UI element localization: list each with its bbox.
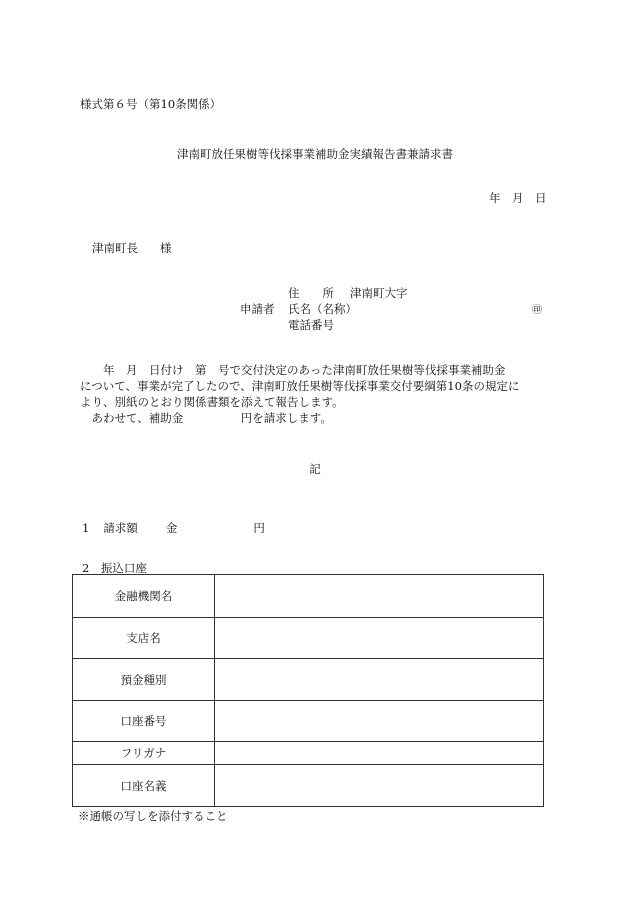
bank-name-field[interactable] [215,575,544,618]
body-line: あわせて、補助金 円を請求します。 [80,411,332,425]
table-row [73,659,544,701]
account-table [72,574,544,807]
table-row [73,701,544,742]
date-line: 年 月 日 [489,191,547,205]
footnote: ※通帳の写しを添付すること [78,809,228,823]
addressee [92,240,172,256]
account-heading: 2 振込口座 [82,561,147,575]
account-number-label: 口座番号 [73,701,215,742]
claim-number: 1 [82,521,90,535]
claim-line [82,520,265,536]
document-title: 津南町放任果樹等伐採事業補助金実績報告書兼請求書 [177,147,453,161]
bank-name-label: 金融機関名 [73,575,215,618]
seal-mark: ㊞ [532,305,542,316]
claim-label: 請求額 [103,521,138,535]
addressee-name: 津南町長 [92,241,138,255]
phone-label: 電話番号 [288,318,334,332]
claim-unit: 円 [253,521,265,535]
table-row [73,742,544,765]
account-holder-field[interactable] [215,765,544,807]
body-text [80,362,550,426]
branch-name-field[interactable] [215,618,544,659]
ki-heading: 記 [309,462,321,476]
form-number: 様式第６号（第10条関係） [80,97,222,111]
claim-prefix: 金 [165,521,178,535]
table-row [73,618,544,659]
body-line: 年 月 日付け 第 号で交付決定のあった津南町放任果樹等伐採事業補助金 [80,363,506,377]
body-line: について、事業が完了したので、津南町放任果樹等伐採事業交付要綱第10条の規定に [80,379,520,393]
table-row [73,765,544,807]
name-label: 氏名（名称） [288,302,357,316]
account-holder-label: 口座名義 [73,765,215,807]
address-label: 住 所 [288,286,334,300]
deposit-type-field[interactable] [215,659,544,701]
deposit-type-label: 預金種別 [73,659,215,701]
body-line: より、別紙のとおり関係書類を添えて報告します。 [80,395,344,409]
furigana-label: フリガナ [73,742,215,765]
furigana-field[interactable] [215,742,544,765]
address-value: 津南町大字 [350,286,408,300]
account-number-field[interactable] [215,701,544,742]
table-row [73,575,544,618]
branch-name-label: 支店名 [73,618,215,659]
addressee-honorific: 様 [160,241,172,255]
applicant-label: 申請者 [240,302,275,316]
